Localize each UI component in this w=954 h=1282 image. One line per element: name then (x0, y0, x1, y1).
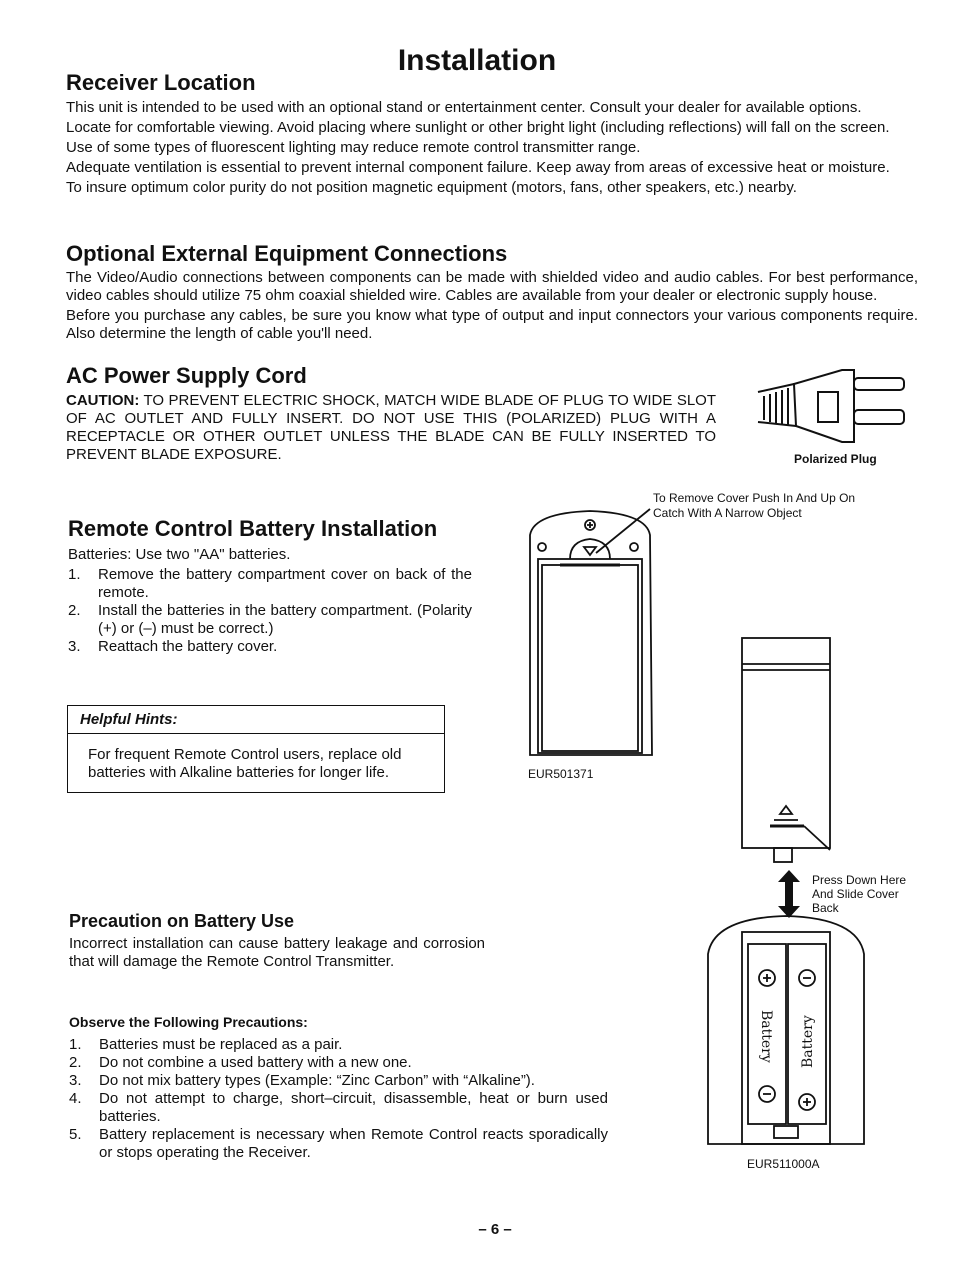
list-item (68, 566, 472, 602)
list-item (69, 1090, 608, 1126)
external-connections-section (66, 269, 918, 345)
battery-compartment-illustration (704, 914, 868, 1146)
precaution-intro-text: Incorrect installation can cause battery leakage and corrosion that will damage the Remote Control Transmitter. (69, 935, 485, 970)
caution-body: TO PREVENT ELECTRIC SHOCK, MATCH WIDE BLADE OF PLUG TO WIDE SLOT OF AC OUTLET AND FULLY INSERT. DO NOT USE THIS (POLARIZED) PLUG WITH A RECEPTACLE OR OTHER OUTLET UNLESS THE BLADE CAN BE FULLY INSERTED TO PREVENT BLADE EXPOSURE. (66, 392, 716, 463)
polarized-plug-illustration (756, 362, 906, 448)
receiver-location-heading: Receiver Location (66, 70, 256, 95)
list-item (69, 1072, 608, 1090)
receiver-paragraph: Use of some types of fluorescent lighting may reduce remote control transmitter range. (66, 139, 641, 156)
external-connections-heading: Optional External Equipment Connections (66, 241, 508, 266)
step-number: 1. (68, 566, 81, 583)
item-text: Do not attempt to charge, short–circuit, disassemble, heat or burn used batteries. (99, 1090, 608, 1125)
receiver-location-section (66, 99, 918, 199)
receiver-paragraph: This unit is intended to be used with an optional stand or entertainment center. Consult your dealer for available options. (66, 99, 862, 116)
helpful-hints-text: For frequent Remote Control users, replace old batteries with Alkaline batteries for longer life. (88, 746, 402, 781)
list-item (69, 1036, 608, 1054)
helpful-hints-heading: Helpful Hints: (68, 706, 444, 734)
step-text: Remove the battery compartment cover on back of the remote. (98, 566, 472, 601)
precaution-intro (69, 935, 485, 973)
remote-steps-list (68, 566, 472, 656)
item-number: 2. (69, 1054, 82, 1071)
slide-arrow-icon (774, 868, 804, 920)
item-text: Battery replacement is necessary when Remote Control reacts sporadically or stops operating the Receiver. (99, 1126, 608, 1161)
item-text: Do not combine a used battery with a new one. (99, 1054, 412, 1071)
precautions-list (69, 1036, 608, 1162)
receiver-paragraph: Adequate ventilation is essential to prevent internal component failure. Keep away from areas of excessive heat or moisture. (66, 159, 890, 176)
item-text: Do not mix battery types (Example: “Zinc Carbon” with “Alkaline”). (99, 1072, 535, 1089)
batteries-line: Batteries: Use two "AA" batteries. (68, 546, 291, 563)
cover-removal-caption: To Remove Cover Push In And Up On Catch With A Narrow Object (653, 491, 856, 520)
plug-caption: Polarized Plug (794, 452, 877, 466)
battery-cover-illustration (738, 634, 838, 864)
battery-label-left: Battery (758, 1010, 774, 1063)
press-down-caption: Press Down Here And Slide Cover Back (812, 873, 907, 915)
list-item (69, 1054, 608, 1072)
step-number: 3. (68, 638, 81, 655)
page-title: Installation (397, 44, 557, 77)
step-text: Install the batteries in the battery compartment. (Polarity (+) or (–) must be correct.) (98, 602, 472, 637)
step-number: 2. (68, 602, 81, 619)
item-number: 5. (69, 1126, 82, 1143)
model-number-2: EUR511000A (747, 1157, 820, 1171)
remote-battery-heading: Remote Control Battery Installation (68, 516, 438, 541)
external-paragraph: The Video/Audio connections between components can be made with shielded video and audio cables. For best performance, video cables should utilize 75 ohm coaxial shielded wire. Cables are available from your dealer or electronic supply house. (66, 269, 918, 304)
list-item (68, 638, 472, 656)
external-paragraph: Before you purchase any cables, be sure you know what type of output and input connectors your various components require. Also determine the length of cable you'll need. (66, 307, 918, 342)
list-item (68, 602, 472, 638)
battery-label-right: Battery (800, 1015, 816, 1068)
receiver-paragraph: To insure optimum color purity do not position magnetic equipment (motors, fans, other speakers, etc.) nearby. (66, 179, 797, 196)
ac-caution-text (66, 392, 716, 464)
helpful-hints-box (67, 705, 445, 793)
item-text: Batteries must be replaced as a pair. (99, 1036, 343, 1053)
model-number-1: EUR501371 (528, 767, 594, 781)
step-text: Reattach the battery cover. (98, 638, 278, 655)
receiver-paragraph: Locate for comfortable viewing. Avoid placing where sunlight or other bright light (including reflections) will fall on the screen. (66, 119, 890, 136)
caution-label: CAUTION: (66, 392, 140, 409)
precautions-subheading: Observe the Following Precautions: (69, 1014, 308, 1030)
remote-battery-section (68, 546, 472, 656)
item-number: 1. (69, 1036, 82, 1053)
precaution-heading: Precaution on Battery Use (69, 911, 295, 931)
item-number: 3. (69, 1072, 82, 1089)
remote-back-illustration (520, 505, 660, 765)
ac-power-heading: AC Power Supply Cord (66, 363, 307, 388)
item-number: 4. (69, 1090, 82, 1107)
list-item (69, 1126, 608, 1162)
page-number: – 6 – (478, 1221, 512, 1238)
